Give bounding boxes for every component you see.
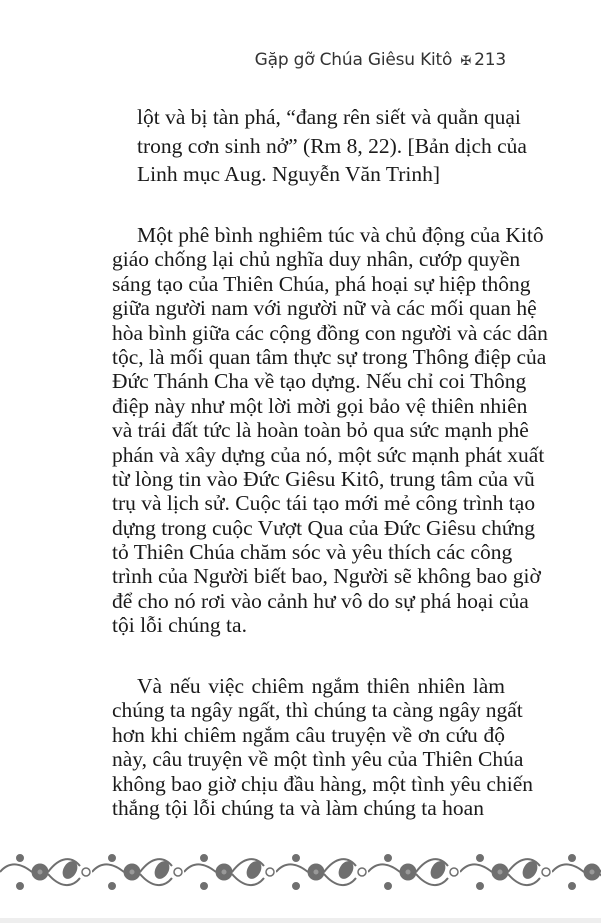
text-line: Một phê bình nghiêm túc và chủ động của Kitô [137,223,544,247]
text-line: điệp này như một lời mời gọi bảo vệ thiên nhiên [112,393,528,418]
text-line: từ lòng tin vào Đức Giêsu Kitô, trung tâm của vũ [112,466,535,491]
quotation-block [137,103,527,189]
text-line: trụ và lịch sử. Cuộc tái tạo mới mẻ công trình tạo [112,491,536,516]
running-title: Gặp gỡ Chúa Giêsu Kitô [254,50,453,70]
running-header [255,50,506,70]
text-line: để cho nó rơi vào cảnh hư vô do sự phá hoại của [112,588,529,613]
text-line: trong cơn sinh nở” (Rm 8, 22). [Bản dịch của [137,133,527,158]
text-line: Đức Thánh Cha về tạo dựng. Nếu chỉ coi Thông [112,369,527,394]
page-bottom-edge [0,918,601,923]
page-number: 213 [474,50,506,70]
text-line: không bao giờ chịu đầu hàng, một tình yêu chiến [112,771,533,796]
text-line: sáng tạo của Thiên Chúa, phá hoại sự hiệp thông [112,271,531,296]
text-line: tỏ Thiên Chúa chăm sóc và yêu thích các công [112,540,513,565]
text-line: hơn khi chiêm ngắm câu truyện về ơn cứu độ [112,722,505,747]
text-line: phán và xây dựng của nó, một sức mạnh phát xuất [112,442,545,467]
text-line: giữa người nam với người nữ và các mối quan hệ [112,296,537,321]
paragraph-1 [112,223,548,638]
text-line: tộc, là mối quan tâm thực sự trong Thông điệp của [112,344,547,369]
text-line: và trái đất tức là hoàn toàn bỏ qua sức mạnh phê [112,418,529,443]
floral-ornament-border [0,848,601,896]
text-line: Linh mục Aug. Nguyễn Văn Trinh] [137,162,440,186]
text-line: Và nếu việc chiêm ngắm thiên nhiên làm [137,674,505,698]
text-line: giáo chống lại chủ nghĩa duy nhân, cướp quyền [112,247,521,272]
text-line: lột và bị tàn phá, “đang rên siết và quằn quại [137,105,521,129]
cross-icon: ✠ [460,54,472,69]
text-line: chúng ta ngây ngất, thì chúng ta càng ngây ngất [112,698,523,723]
text-line: dựng trong cuộc Vượt Qua của Đức Giêsu chứng [112,515,535,540]
paragraph-2 [112,674,533,820]
text-line: tội lỗi chúng ta. [112,613,247,638]
text-line: này, câu truyện về một tình yêu của Thiên Chúa [112,747,524,772]
text-line: trình của Người biết bao, Người sẽ không bao giờ [112,564,541,589]
text-line: hòa bình giữa các cộng đồng con người và các dân [112,320,548,345]
text-line: thắng tội lỗi chúng ta và làm chúng ta hoan [112,795,484,820]
